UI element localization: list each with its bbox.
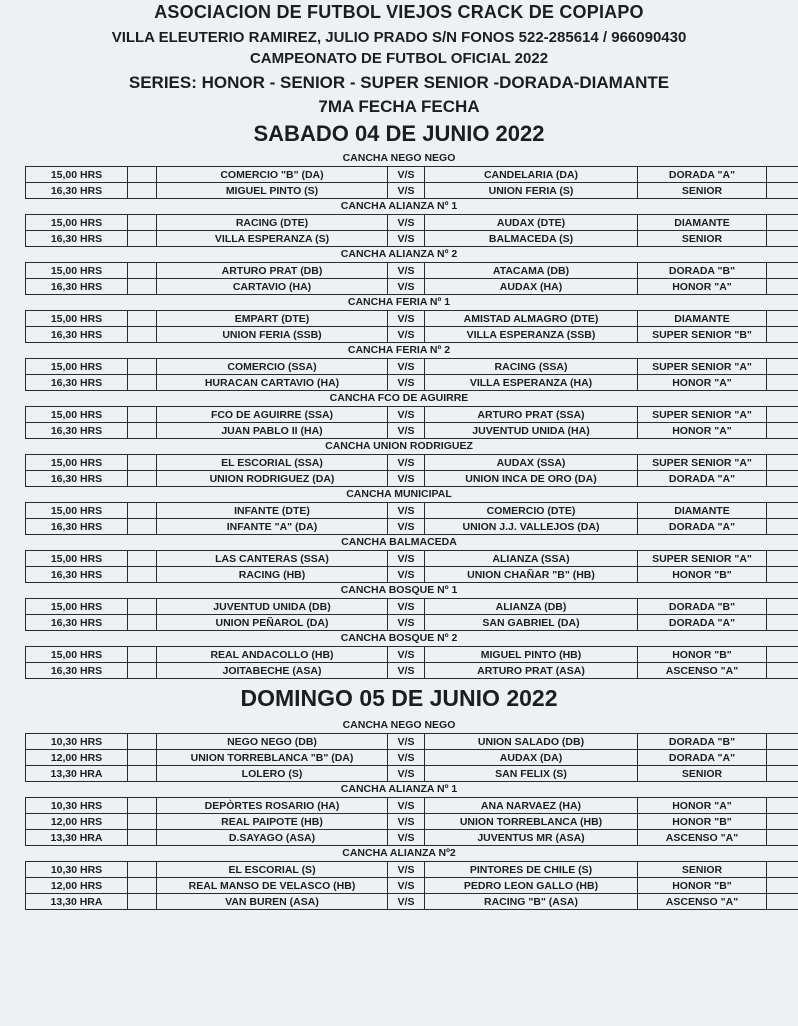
- blank-cell: [128, 519, 157, 535]
- home-team-cell: HURACAN CARTAVIO (HA): [157, 375, 388, 391]
- vs-cell: V/S: [388, 311, 425, 327]
- home-team-cell: RACING (DTE): [157, 215, 388, 231]
- home-team-cell: FCO DE AGUIRRE (SSA): [157, 407, 388, 423]
- blank-cell: [767, 263, 798, 279]
- series-cell: DORADA "A": [638, 471, 767, 487]
- schedule-saturday: [25, 151, 773, 679]
- time-cell: 16,30 HRS: [26, 615, 128, 631]
- table-row: [26, 599, 798, 615]
- blank-cell: [767, 375, 798, 391]
- games-table: [25, 310, 798, 343]
- blank-cell: [128, 878, 157, 894]
- venue-title: CANCHA FERIA Nº 2: [25, 343, 773, 358]
- blank-cell: [128, 327, 157, 343]
- time-cell: 10,30 HRS: [26, 798, 128, 814]
- vs-cell: V/S: [388, 862, 425, 878]
- blank-cell: [767, 231, 798, 247]
- away-team-cell: UNION SALADO (DB): [425, 734, 638, 750]
- venue-title: CANCHA ALIANZA Nº 1: [25, 199, 773, 214]
- series-cell: HONOR "B": [638, 878, 767, 894]
- away-team-cell: ATACAMA (DB): [425, 263, 638, 279]
- series-cell: DORADA "A": [638, 750, 767, 766]
- venue-title: CANCHA FERIA Nº 1: [25, 295, 773, 310]
- table-row: [26, 263, 798, 279]
- time-cell: 16,30 HRS: [26, 663, 128, 679]
- home-team-cell: JOITABECHE (ASA): [157, 663, 388, 679]
- blank-cell: [767, 519, 798, 535]
- table-row: [26, 766, 798, 782]
- home-team-cell: COMERCIO (SSA): [157, 359, 388, 375]
- away-team-cell: UNION J.J. VALLEJOS (DA): [425, 519, 638, 535]
- home-team-cell: JUVENTUD UNIDA (DB): [157, 599, 388, 615]
- home-team-cell: LAS CANTERAS (SSA): [157, 551, 388, 567]
- games-table: [25, 550, 798, 583]
- time-cell: 16,30 HRS: [26, 183, 128, 199]
- time-cell: 10,30 HRS: [26, 734, 128, 750]
- time-cell: 12,00 HRS: [26, 750, 128, 766]
- time-cell: 16,30 HRS: [26, 375, 128, 391]
- table-row: [26, 215, 798, 231]
- home-team-cell: VAN BUREN (ASA): [157, 894, 388, 910]
- vs-cell: V/S: [388, 766, 425, 782]
- series-cell: SUPER SENIOR "A": [638, 455, 767, 471]
- away-team-cell: RACING (SSA): [425, 359, 638, 375]
- blank-cell: [128, 615, 157, 631]
- venue-title: CANCHA BALMACEDA: [25, 535, 773, 550]
- home-team-cell: EMPART (DTE): [157, 311, 388, 327]
- blank-cell: [767, 766, 798, 782]
- blank-cell: [128, 750, 157, 766]
- blank-cell: [128, 830, 157, 846]
- time-cell: 16,30 HRS: [26, 423, 128, 439]
- table-row: [26, 519, 798, 535]
- table-row: [26, 183, 798, 199]
- venue-title: CANCHA NEGO NEGO: [25, 151, 773, 166]
- blank-cell: [767, 407, 798, 423]
- games-table: [25, 166, 798, 199]
- series-cell: DORADA "A": [638, 519, 767, 535]
- venue-title: CANCHA BOSQUE Nº 2: [25, 631, 773, 646]
- blank-cell: [767, 894, 798, 910]
- blank-cell: [128, 263, 157, 279]
- games-table: [25, 733, 798, 782]
- time-cell: 16,30 HRS: [26, 519, 128, 535]
- series-cell: DORADA "A": [638, 167, 767, 183]
- series-cell: DORADA "B": [638, 599, 767, 615]
- vs-cell: V/S: [388, 599, 425, 615]
- blank-cell: [128, 862, 157, 878]
- vs-cell: V/S: [388, 663, 425, 679]
- time-cell: 12,00 HRS: [26, 878, 128, 894]
- venue-title: CANCHA ALIANZA Nº 2: [25, 247, 773, 262]
- table-row: [26, 423, 798, 439]
- blank-cell: [767, 551, 798, 567]
- series-cell: SENIOR: [638, 231, 767, 247]
- blank-cell: [767, 215, 798, 231]
- vs-cell: V/S: [388, 167, 425, 183]
- venue-title: CANCHA UNION RODRIGUEZ: [25, 439, 773, 454]
- series-cell: HONOR "A": [638, 279, 767, 295]
- away-team-cell: PEDRO LEON GALLO (HB): [425, 878, 638, 894]
- games-table: [25, 406, 798, 439]
- vs-cell: V/S: [388, 750, 425, 766]
- series-cell: DIAMANTE: [638, 503, 767, 519]
- series-cell: HONOR "A": [638, 375, 767, 391]
- time-cell: 15,00 HRS: [26, 503, 128, 519]
- vs-cell: V/S: [388, 183, 425, 199]
- table-row: [26, 862, 798, 878]
- away-team-cell: VILLA ESPERANZA (SSB): [425, 327, 638, 343]
- series-cell: DORADA "A": [638, 615, 767, 631]
- away-team-cell: VILLA ESPERANZA (HA): [425, 375, 638, 391]
- games-table: [25, 214, 798, 247]
- table-row: [26, 878, 798, 894]
- away-team-cell: UNION INCA DE ORO (DA): [425, 471, 638, 487]
- table-row: [26, 830, 798, 846]
- series-cell: HONOR "A": [638, 798, 767, 814]
- vs-cell: V/S: [388, 455, 425, 471]
- time-cell: 15,00 HRS: [26, 215, 128, 231]
- series-cell: ASCENSO "A": [638, 894, 767, 910]
- home-team-cell: UNION PEÑAROL (DA): [157, 615, 388, 631]
- away-team-cell: ARTURO PRAT (ASA): [425, 663, 638, 679]
- day-title-sunday: DOMINGO 05 DE JUNIO 2022: [0, 685, 798, 712]
- time-cell: 12,00 HRS: [26, 814, 128, 830]
- games-table: [25, 358, 798, 391]
- home-team-cell: D.SAYAGO (ASA): [157, 830, 388, 846]
- blank-cell: [767, 878, 798, 894]
- games-table: [25, 598, 798, 631]
- blank-cell: [767, 798, 798, 814]
- blank-cell: [128, 423, 157, 439]
- vs-cell: V/S: [388, 423, 425, 439]
- home-team-cell: INFANTE (DTE): [157, 503, 388, 519]
- series-cell: SENIOR: [638, 862, 767, 878]
- championship-title: CAMPEONATO DE FUTBOL OFICIAL 2022: [0, 50, 798, 67]
- time-cell: 13,30 HRA: [26, 766, 128, 782]
- blank-cell: [128, 503, 157, 519]
- blank-cell: [767, 599, 798, 615]
- away-team-cell: COMERCIO (DTE): [425, 503, 638, 519]
- vs-cell: V/S: [388, 519, 425, 535]
- time-cell: 13,30 HRA: [26, 830, 128, 846]
- away-team-cell: ANA NARVAEZ (HA): [425, 798, 638, 814]
- table-row: [26, 311, 798, 327]
- time-cell: 16,30 HRS: [26, 567, 128, 583]
- vs-cell: V/S: [388, 878, 425, 894]
- blank-cell: [128, 231, 157, 247]
- blank-cell: [767, 183, 798, 199]
- blank-cell: [767, 311, 798, 327]
- home-team-cell: UNION TORREBLANCA "B" (DA): [157, 750, 388, 766]
- home-team-cell: NEGO NEGO (DB): [157, 734, 388, 750]
- venue-title: CANCHA ALIANZA Nº2: [25, 846, 773, 861]
- series-cell: ASCENSO "A": [638, 663, 767, 679]
- blank-cell: [128, 567, 157, 583]
- table-row: [26, 798, 798, 814]
- round-title: 7MA FECHA FECHA: [0, 97, 798, 117]
- time-cell: 15,00 HRS: [26, 359, 128, 375]
- blank-cell: [128, 167, 157, 183]
- blank-cell: [767, 167, 798, 183]
- blank-cell: [767, 862, 798, 878]
- away-team-cell: PINTORES DE CHILE (S): [425, 862, 638, 878]
- home-team-cell: LOLERO (S): [157, 766, 388, 782]
- vs-cell: V/S: [388, 215, 425, 231]
- series-cell: HONOR "B": [638, 567, 767, 583]
- table-row: [26, 327, 798, 343]
- blank-cell: [767, 647, 798, 663]
- blank-cell: [128, 359, 157, 375]
- series-cell: HONOR "B": [638, 647, 767, 663]
- fixture-sheet: [0, 2, 798, 1026]
- home-team-cell: EL ESCORIAL (SSA): [157, 455, 388, 471]
- home-team-cell: COMERCIO "B" (DA): [157, 167, 388, 183]
- away-team-cell: ALIANZA (SSA): [425, 551, 638, 567]
- time-cell: 15,00 HRS: [26, 551, 128, 567]
- blank-cell: [128, 647, 157, 663]
- vs-cell: V/S: [388, 615, 425, 631]
- blank-cell: [128, 798, 157, 814]
- vs-cell: V/S: [388, 359, 425, 375]
- away-team-cell: AUDAX (HA): [425, 279, 638, 295]
- away-team-cell: ARTURO PRAT (SSA): [425, 407, 638, 423]
- table-row: [26, 407, 798, 423]
- games-table: [25, 502, 798, 535]
- away-team-cell: JUVENTUD UNIDA (HA): [425, 423, 638, 439]
- home-team-cell: VILLA ESPERANZA (S): [157, 231, 388, 247]
- vs-cell: V/S: [388, 647, 425, 663]
- series-cell: SENIOR: [638, 766, 767, 782]
- away-team-cell: RACING "B" (ASA): [425, 894, 638, 910]
- blank-cell: [767, 327, 798, 343]
- home-team-cell: JUAN PABLO II (HA): [157, 423, 388, 439]
- blank-cell: [767, 567, 798, 583]
- time-cell: 16,30 HRS: [26, 279, 128, 295]
- blank-cell: [128, 766, 157, 782]
- blank-cell: [767, 471, 798, 487]
- blank-cell: [767, 503, 798, 519]
- blank-cell: [128, 734, 157, 750]
- away-team-cell: UNION FERIA (S): [425, 183, 638, 199]
- vs-cell: V/S: [388, 894, 425, 910]
- time-cell: 16,30 HRS: [26, 327, 128, 343]
- association-title: ASOCIACION DE FUTBOL VIEJOS CRACK DE COPIAPO: [0, 2, 798, 23]
- table-row: [26, 167, 798, 183]
- time-cell: 16,30 HRS: [26, 231, 128, 247]
- vs-cell: V/S: [388, 798, 425, 814]
- table-row: [26, 615, 798, 631]
- time-cell: 15,00 HRS: [26, 407, 128, 423]
- games-table: [25, 646, 798, 679]
- table-row: [26, 279, 798, 295]
- venue-title: CANCHA BOSQUE Nº 1: [25, 583, 773, 598]
- vs-cell: V/S: [388, 567, 425, 583]
- games-table: [25, 861, 798, 910]
- vs-cell: V/S: [388, 830, 425, 846]
- home-team-cell: INFANTE "A" (DA): [157, 519, 388, 535]
- away-team-cell: MIGUEL PINTO (HB): [425, 647, 638, 663]
- away-team-cell: AUDAX (SSA): [425, 455, 638, 471]
- table-row: [26, 359, 798, 375]
- games-table: [25, 454, 798, 487]
- away-team-cell: CANDELARIA (DA): [425, 167, 638, 183]
- blank-cell: [128, 455, 157, 471]
- series-cell: SUPER SENIOR "A": [638, 551, 767, 567]
- table-row: [26, 455, 798, 471]
- series-cell: ASCENSO "A": [638, 830, 767, 846]
- vs-cell: V/S: [388, 814, 425, 830]
- blank-cell: [128, 551, 157, 567]
- home-team-cell: CARTAVIO (HA): [157, 279, 388, 295]
- blank-cell: [128, 599, 157, 615]
- away-team-cell: SAN GABRIEL (DA): [425, 615, 638, 631]
- venue-title: CANCHA FCO DE AGUIRRE: [25, 391, 773, 406]
- vs-cell: V/S: [388, 279, 425, 295]
- table-row: [26, 894, 798, 910]
- time-cell: 16,30 HRS: [26, 471, 128, 487]
- home-team-cell: MIGUEL PINTO (S): [157, 183, 388, 199]
- away-team-cell: JUVENTUS MR (ASA): [425, 830, 638, 846]
- venue-title: CANCHA ALIANZA Nº 1: [25, 782, 773, 797]
- table-row: [26, 663, 798, 679]
- series-cell: SUPER SENIOR "B": [638, 327, 767, 343]
- blank-cell: [767, 423, 798, 439]
- table-row: [26, 647, 798, 663]
- blank-cell: [128, 894, 157, 910]
- games-table: [25, 797, 798, 846]
- vs-cell: V/S: [388, 327, 425, 343]
- series-cell: DORADA "B": [638, 263, 767, 279]
- away-team-cell: ALIANZA (DB): [425, 599, 638, 615]
- table-row: [26, 551, 798, 567]
- table-row: [26, 503, 798, 519]
- time-cell: 15,00 HRS: [26, 647, 128, 663]
- time-cell: 15,00 HRS: [26, 455, 128, 471]
- time-cell: 15,00 HRS: [26, 599, 128, 615]
- blank-cell: [128, 375, 157, 391]
- vs-cell: V/S: [388, 471, 425, 487]
- home-team-cell: UNION FERIA (SSB): [157, 327, 388, 343]
- blank-cell: [767, 615, 798, 631]
- blank-cell: [767, 663, 798, 679]
- blank-cell: [128, 215, 157, 231]
- blank-cell: [767, 734, 798, 750]
- time-cell: 15,00 HRS: [26, 311, 128, 327]
- blank-cell: [767, 814, 798, 830]
- blank-cell: [128, 471, 157, 487]
- home-team-cell: REAL ANDACOLLO (HB): [157, 647, 388, 663]
- vs-cell: V/S: [388, 263, 425, 279]
- blank-cell: [767, 455, 798, 471]
- table-row: [26, 567, 798, 583]
- vs-cell: V/S: [388, 503, 425, 519]
- time-cell: 13,30 HRA: [26, 894, 128, 910]
- blank-cell: [128, 183, 157, 199]
- away-team-cell: AUDAX (DTE): [425, 215, 638, 231]
- blank-cell: [128, 663, 157, 679]
- series-cell: HONOR "A": [638, 423, 767, 439]
- series-cell: HONOR "B": [638, 814, 767, 830]
- series-cell: SUPER SENIOR "A": [638, 359, 767, 375]
- table-row: [26, 750, 798, 766]
- address-line: VILLA ELEUTERIO RAMIREZ, JULIO PRADO S/N FONOS 522-285614 / 966090430: [0, 29, 798, 46]
- blank-cell: [128, 279, 157, 295]
- away-team-cell: SAN FELIX (S): [425, 766, 638, 782]
- away-team-cell: AMISTAD ALMAGRO (DTE): [425, 311, 638, 327]
- vs-cell: V/S: [388, 375, 425, 391]
- away-team-cell: UNION TORREBLANCA (HB): [425, 814, 638, 830]
- blank-cell: [128, 311, 157, 327]
- series-cell: SUPER SENIOR "A": [638, 407, 767, 423]
- venue-title: CANCHA NEGO NEGO: [25, 718, 773, 733]
- home-team-cell: REAL PAIPOTE (HB): [157, 814, 388, 830]
- home-team-cell: DEPÒRTES ROSARIO (HA): [157, 798, 388, 814]
- home-team-cell: EL ESCORIAL (S): [157, 862, 388, 878]
- away-team-cell: BALMACEDA (S): [425, 231, 638, 247]
- blank-cell: [767, 750, 798, 766]
- home-team-cell: UNION RODRIGUEZ (DA): [157, 471, 388, 487]
- series-cell: SENIOR: [638, 183, 767, 199]
- blank-cell: [767, 359, 798, 375]
- schedule-sunday: [25, 718, 773, 910]
- vs-cell: V/S: [388, 734, 425, 750]
- home-team-cell: REAL MANSO DE VELASCO (HB): [157, 878, 388, 894]
- home-team-cell: RACING (HB): [157, 567, 388, 583]
- time-cell: 15,00 HRS: [26, 167, 128, 183]
- series-line: SERIES: HONOR - SENIOR - SUPER SENIOR -DORADA-DIAMANTE: [0, 73, 798, 93]
- day-title-saturday: SABADO 04 DE JUNIO 2022: [0, 121, 798, 147]
- table-row: [26, 231, 798, 247]
- table-row: [26, 375, 798, 391]
- time-cell: 15,00 HRS: [26, 263, 128, 279]
- series-cell: DORADA "B": [638, 734, 767, 750]
- away-team-cell: UNION CHAÑAR "B" (HB): [425, 567, 638, 583]
- table-row: [26, 471, 798, 487]
- vs-cell: V/S: [388, 407, 425, 423]
- blank-cell: [128, 407, 157, 423]
- blank-cell: [767, 279, 798, 295]
- table-row: [26, 734, 798, 750]
- blank-cell: [767, 830, 798, 846]
- vs-cell: V/S: [388, 551, 425, 567]
- home-team-cell: ARTURO PRAT (DB): [157, 263, 388, 279]
- venue-title: CANCHA MUNICIPAL: [25, 487, 773, 502]
- time-cell: 10,30 HRS: [26, 862, 128, 878]
- away-team-cell: AUDAX (DA): [425, 750, 638, 766]
- series-cell: DIAMANTE: [638, 215, 767, 231]
- table-row: [26, 814, 798, 830]
- vs-cell: V/S: [388, 231, 425, 247]
- series-cell: DIAMANTE: [638, 311, 767, 327]
- blank-cell: [128, 814, 157, 830]
- games-table: [25, 262, 798, 295]
